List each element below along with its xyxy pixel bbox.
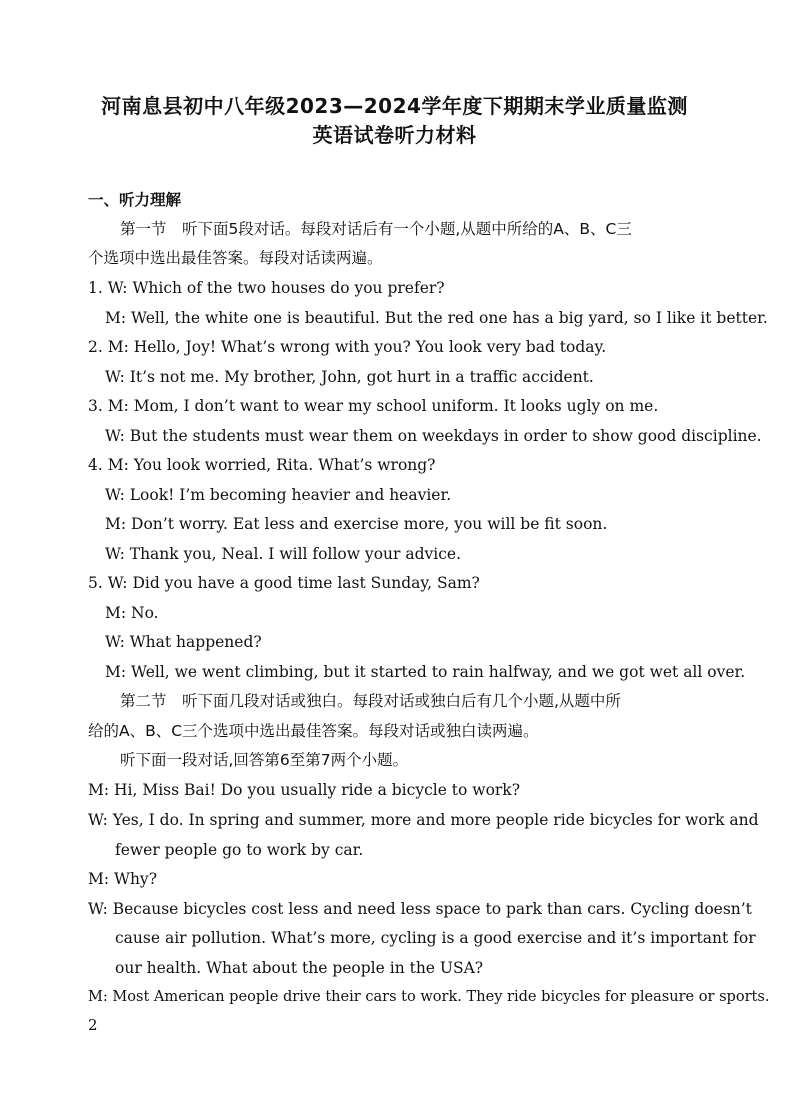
dialogue-line: W: What happened? (105, 633, 262, 651)
dialogue-line: W: Look! I’m becoming heavier and heavier. (105, 486, 452, 504)
dialogue-line: M: Most American people drive their cars to work. They ride bicycles for pleasure or sports. (88, 989, 770, 1005)
dialogue-line: W: It’s not me. My brother, John, got hurt in a traffic accident. (105, 368, 594, 386)
dialogue-line: M: Well, the white one is beautiful. But the red one has a big yard, so I like it better. (105, 309, 768, 327)
dialogue-line: 2. M: Hello, Joy! What’s wrong with you? You look very bad today. (88, 338, 607, 356)
dialogue-line: W: Yes, I do. In spring and summer, more and more people ride bicycles for work and (88, 811, 759, 829)
dialogue-line: cause air pollution. What’s more, cycling is a good exercise and it’s important for (115, 929, 756, 947)
part2-instruction: 听下面一段对话,回答第6至第7两个小题。 (120, 751, 409, 769)
dialogue-line: M: Don’t worry. Eat less and exercise more, you will be fit soon. (105, 515, 608, 533)
dialogue-line: our health. What about the people in the USA? (115, 959, 484, 977)
dialogue-line: 4. M: You look worried, Rita. What’s wrong? (88, 456, 436, 474)
section-heading: 一、听力理解 (88, 191, 182, 209)
part1-intro: 第一节 听下面5段对话。每段对话后有一个小题,从题中所给的A、B、C三 (120, 220, 632, 238)
dialogue-line: W: Because bicycles cost less and need less space to park than cars. Cycling doesn’t (88, 900, 752, 918)
page-title: 河南息县初中八年级2023—2024学年度下期期末学业质量监测 (101, 94, 688, 118)
part2-intro-cont: 给的A、B、C三个选项中选出最佳答案。每段对话或独白读两遍。 (88, 722, 539, 740)
page-subtitle: 英语试卷听力材料 (312, 123, 477, 147)
page-number: 2 (88, 1016, 98, 1034)
dialogue-line: M: No. (105, 604, 159, 622)
dialogue-line: W: But the students must wear them on weekdays in order to show good discipline. (105, 427, 762, 445)
part2-intro: 第二节 听下面几段对话或独白。每段对话或独白后有几个小题,从题中所 (120, 692, 621, 710)
dialogue-line: M: Why? (88, 870, 158, 888)
part1-intro-cont: 个选项中选出最佳答案。每段对话读两遍。 (88, 249, 383, 267)
dialogue-line: 5. W: Did you have a good time last Sunday, Sam? (88, 574, 480, 592)
dialogue-line: W: Thank you, Neal. I will follow your advice. (105, 545, 462, 563)
dialogue-line: 3. M: Mom, I don’t want to wear my school uniform. It looks ugly on me. (88, 397, 659, 415)
dialogue-line: fewer people go to work by car. (115, 841, 364, 859)
dialogue-line: 1. W: Which of the two houses do you prefer? (88, 279, 445, 297)
dialogue-line: M: Hi, Miss Bai! Do you usually ride a bicycle to work? (88, 781, 521, 799)
dialogue-line: M: Well, we went climbing, but it started to rain halfway, and we got wet all over. (105, 663, 746, 681)
